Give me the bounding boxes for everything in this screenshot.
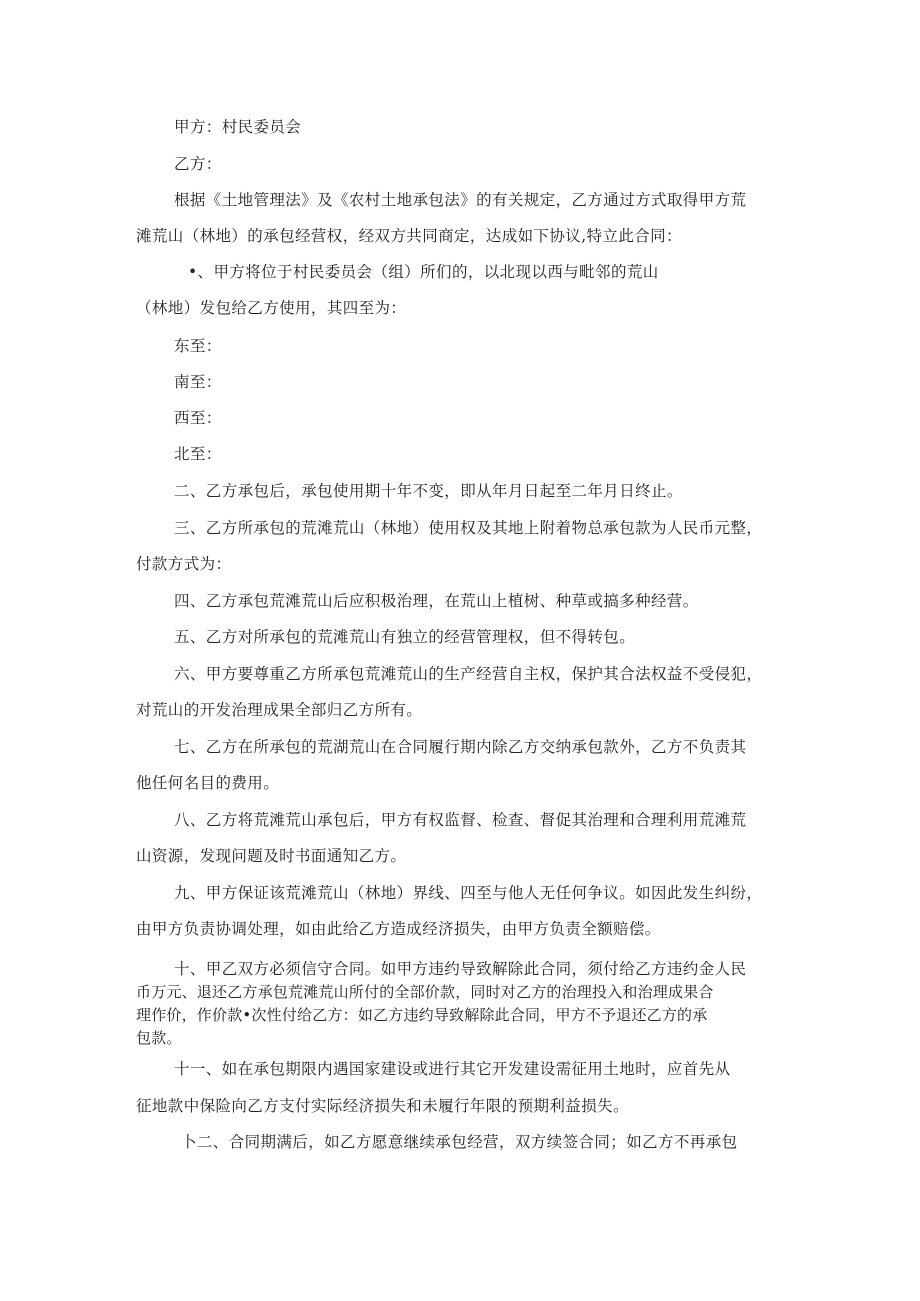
clause-2: 二、乙方承包后，承包使用期十年不变，即从年月日起至二年月日终止。	[174, 482, 683, 500]
clause-11-line-1: 十一、如在承包期限内遇国家建设或进行其它开发建设需征用土地时，应首先从	[174, 1060, 731, 1078]
clause-3-line-2: 付款方式为：	[136, 555, 232, 573]
clause-10-line-4: 包款。	[136, 1029, 182, 1047]
boundary-west: 西至：	[174, 409, 222, 427]
clause-7-line-2: 他任何名目的费用。	[136, 774, 280, 792]
clause-12-line-1: 卜二、合同期满后，如乙方愿意继续承包经营，双方续签合同；如乙方不再承包	[181, 1133, 738, 1151]
clause-5: 五、乙方对所承包的荒滩荒山有独立的经营管理权，但不得转包。	[174, 628, 636, 646]
clause-8-line-1: 八、乙方将荒滩荒山承包后，甲方有权监督、检查、督促其治理和合理利用荒滩荒	[174, 811, 747, 829]
party-b-line: 乙方：	[174, 155, 222, 173]
clause-6-line-2: 对荒山的开发治理成果全部归乙方所有。	[136, 701, 423, 719]
party-a-line: 甲方：村民委员会	[174, 118, 302, 136]
clause-4: 四、乙方承包荒滩荒山后应积极治理，在荒山上植树、种草或搞多种经营。	[174, 592, 699, 610]
clause-7-line-1: 七、乙方在所承包的荒湖荒山在合同履行期内除乙方交纳承包款外，乙方不负责其	[174, 738, 747, 756]
clause-1-line-1: •、甲方将位于村民委员会（组）所们的，以北现以西与毗邻的荒山	[188, 263, 659, 281]
preamble-line-1: 根据《土地管理法》及《农村土地承包法》的有关规定，乙方通过方式取得甲方荒	[174, 191, 747, 209]
clause-11-line-2: 征地款中保险向乙方支付实际经济损失和未履行年限的预期利益损失。	[136, 1097, 629, 1115]
clause-10-line-3: 理作价，作价款•次性付给乙方：如乙方违约导致解除此合同，甲方不予退还乙方的承	[136, 1006, 708, 1024]
clause-10-line-2: 币万元、退还乙方承包荒滩荒山所付的全部价款，同时对乙方的治理投入和治理成果合	[136, 983, 714, 1001]
clause-8-line-2: 山资源，发现问题及时书面通知乙方。	[136, 847, 407, 865]
boundary-north: 北至：	[174, 445, 222, 463]
boundary-south: 南至：	[174, 373, 222, 391]
clause-9-line-2: 由甲方负责协调处理，如由此给乙方造成经济损失，由甲方负责全额赔偿。	[136, 920, 661, 938]
clause-3-line-1: 三、乙方所承包的荒滩荒山（林地）使用权及其地上附着物总承包款为人民币元整，	[174, 519, 763, 537]
clause-1-line-2: （林地）发包给乙方使用，其四至为：	[136, 299, 407, 317]
clause-9-line-1: 九、甲方保证该荒滩荒山（林地）界线、四至与他人无任何争议。如因此发生纠纷，	[174, 884, 763, 902]
clause-10-line-1: 十、甲乙双方必须信守合同。如甲方违约导致解除此合同，须付给乙方违约金人民	[174, 960, 747, 978]
boundary-east: 东至：	[174, 337, 222, 355]
clause-6-line-1: 六、甲方要尊重乙方所承包荒滩荒山的生产经营自主权，保护其合法权益不受侵犯，	[174, 665, 763, 683]
preamble-line-2: 滩荒山（林地）的承包经营权，经双方共同商定，达成如下协议,特立此合同：	[136, 227, 682, 245]
